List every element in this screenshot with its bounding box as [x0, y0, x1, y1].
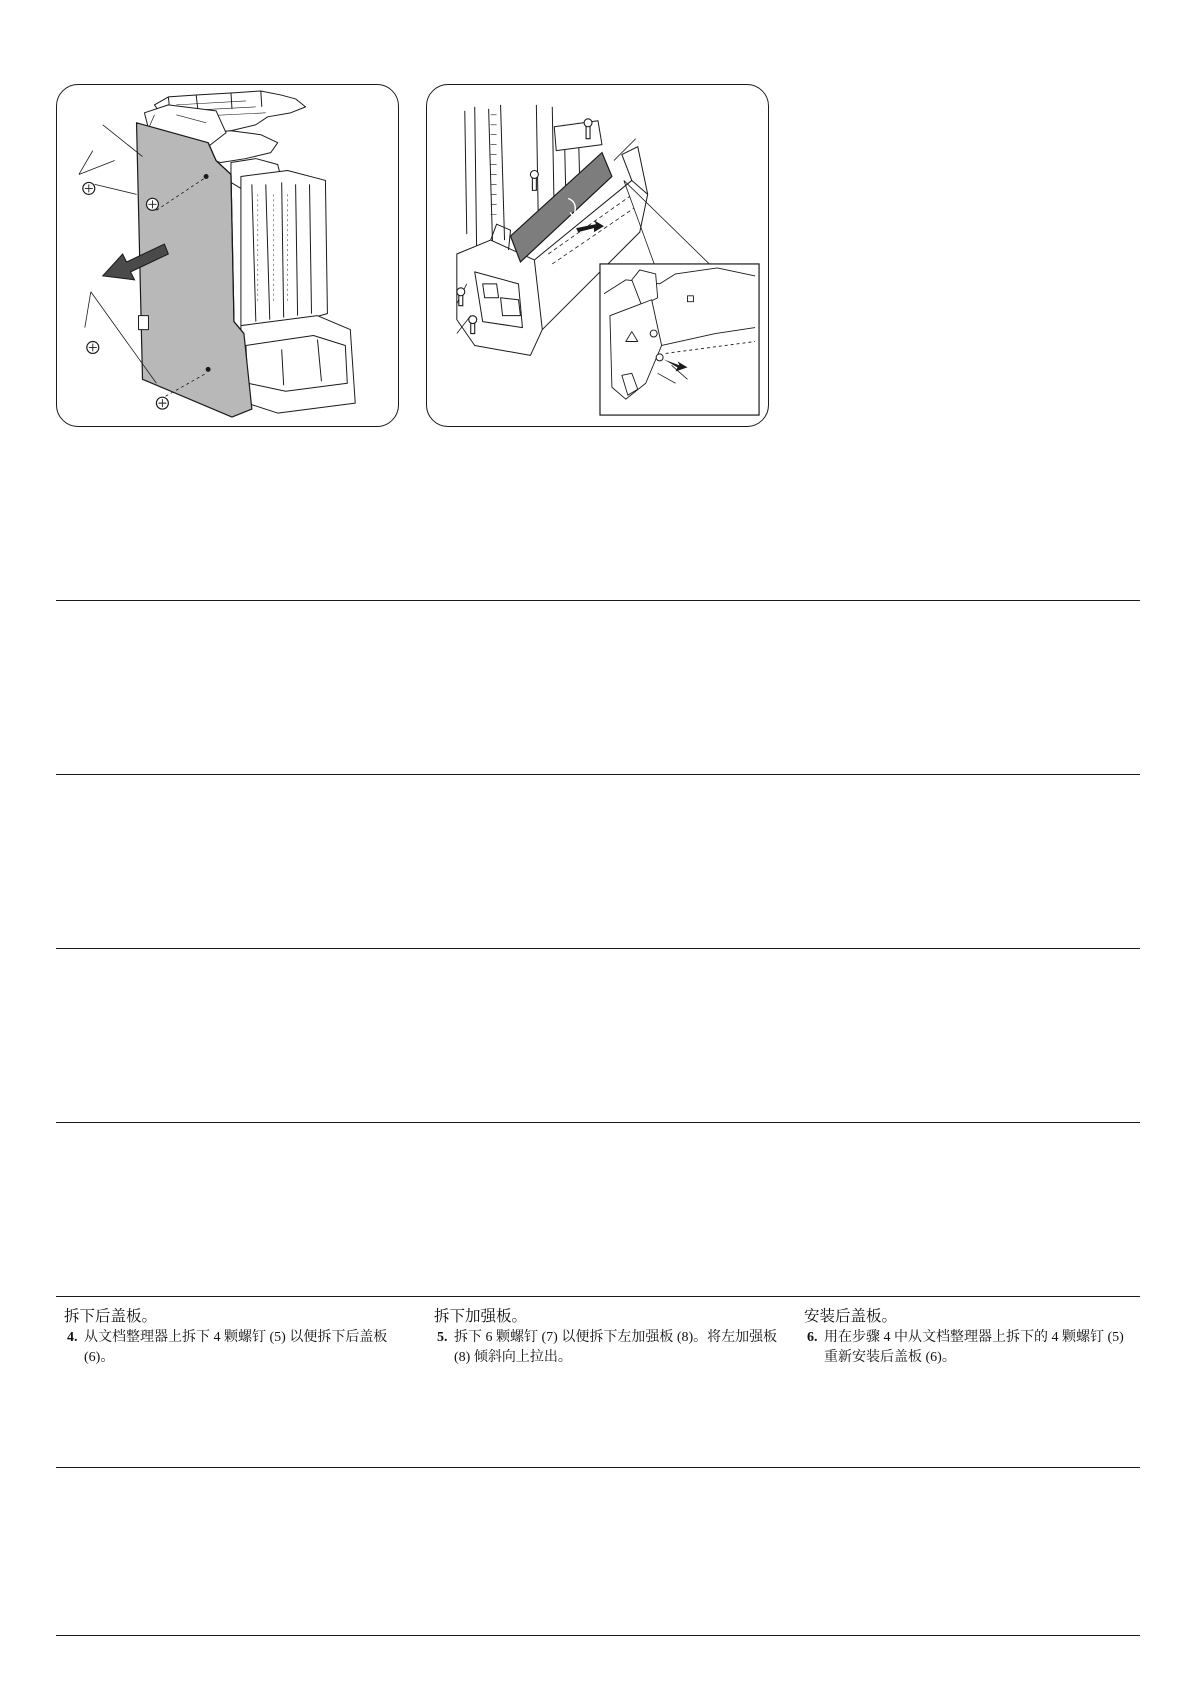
step-text: 拆下 6 颗螺钉 (7) 以便拆下左加强板 (8)。将左加强板 (8) 倾斜向上拉出。 [454, 1330, 778, 1365]
instruction-step [64, 1328, 416, 1368]
divider-3 [56, 948, 1140, 949]
divider-2 [56, 774, 1140, 775]
step-number: 6. [807, 1330, 818, 1345]
step-number: 5. [437, 1330, 448, 1345]
section-heading: 拆下后盖板。 [64, 1307, 158, 1325]
divider-6 [56, 1467, 1140, 1468]
figure-rear-cover-removal [56, 84, 399, 427]
section-heading: 安装后盖板。 [804, 1307, 898, 1325]
divider-5 [56, 1296, 1140, 1297]
rear-cover-illustration [57, 85, 398, 426]
section-remove-reinforcement-plate [434, 1306, 786, 1368]
step-text: 从文档整理器上拆下 4 颗螺钉 (5) 以便拆下后盖板 (6)。 [84, 1330, 388, 1365]
divider-1 [56, 600, 1140, 601]
reinforcement-plate-illustration [427, 85, 768, 426]
divider-7 [56, 1635, 1140, 1636]
step-number: 4. [67, 1330, 78, 1345]
figure-reinforcement-plate-removal [426, 84, 769, 427]
section-remove-rear-cover [64, 1306, 416, 1368]
step-text: 用在步骤 4 中从文档整理器上拆下的 4 颗螺钉 (5) 重新安装后盖板 (6)。 [824, 1330, 1124, 1365]
section-heading: 拆下加强板。 [434, 1307, 528, 1325]
divider-4 [56, 1122, 1140, 1123]
instruction-step [804, 1328, 1136, 1368]
instruction-step [434, 1328, 786, 1368]
section-install-rear-cover [804, 1306, 1136, 1368]
